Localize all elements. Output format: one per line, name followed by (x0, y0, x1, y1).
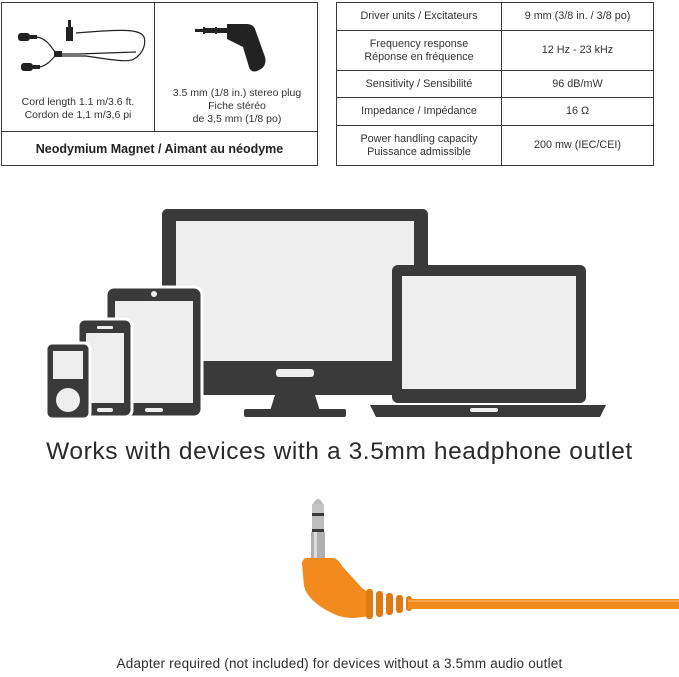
table-row (337, 70, 653, 97)
spec-label: Driver units / Excitateurs (337, 3, 502, 30)
spec-label: Impedance / Impédance (337, 98, 502, 125)
music-player-icon (46, 343, 90, 419)
table-row (337, 97, 653, 125)
spec-table (336, 2, 654, 166)
plug-tip (311, 499, 325, 562)
spec-value: 16 Ω (565, 105, 590, 117)
magnet-label: Neodymium Magnet / Aimant au néodyme (35, 142, 284, 156)
devices-illustration (40, 205, 620, 420)
adapter-note: Adapter required (not included) for devices without a 3.5mm audio outlet (116, 656, 563, 671)
cord-length-fr: Cordon de 1,1 m/3,6 pi (24, 109, 132, 121)
spec-value: 200 mw (IEC/CEI) (534, 139, 621, 151)
table-row (337, 30, 653, 70)
compatibility-headline: Works with devices with a 3.5mm headphone outlet (46, 438, 633, 465)
spec-label: Power handling capacity Puissance admissible (337, 126, 502, 165)
spec-value: 96 dB/mW (552, 77, 603, 90)
earbuds-cord-icon (16, 19, 151, 77)
spec-label: Sensitivity / Sensibilité (337, 71, 502, 97)
spec-label: Frequency response Réponse en fréquence (337, 31, 502, 70)
plug-line-3: de 3,5 mm (1/8 po) (192, 113, 282, 125)
cord-spec-box (1, 2, 318, 166)
spec-value: 9 mm (3/8 in. / 3/8 po) (524, 10, 631, 22)
audio-jack-photo (290, 490, 679, 630)
plug-spec-text (155, 87, 319, 126)
table-row (337, 125, 653, 165)
cord-length-en: Cord length 1.1 m/3.6 ft. (21, 96, 135, 108)
stereo-plug-icon (195, 21, 271, 73)
table-row (337, 3, 653, 30)
cord-length-text (2, 96, 154, 122)
plug-line-2: Fiche stéréo (208, 100, 266, 112)
spec-value: 12 Hz - 23 kHz (541, 44, 614, 56)
laptop-icon (370, 265, 606, 417)
plug-line-1: 3.5 mm (1/8 in.) stereo plug (172, 87, 302, 99)
